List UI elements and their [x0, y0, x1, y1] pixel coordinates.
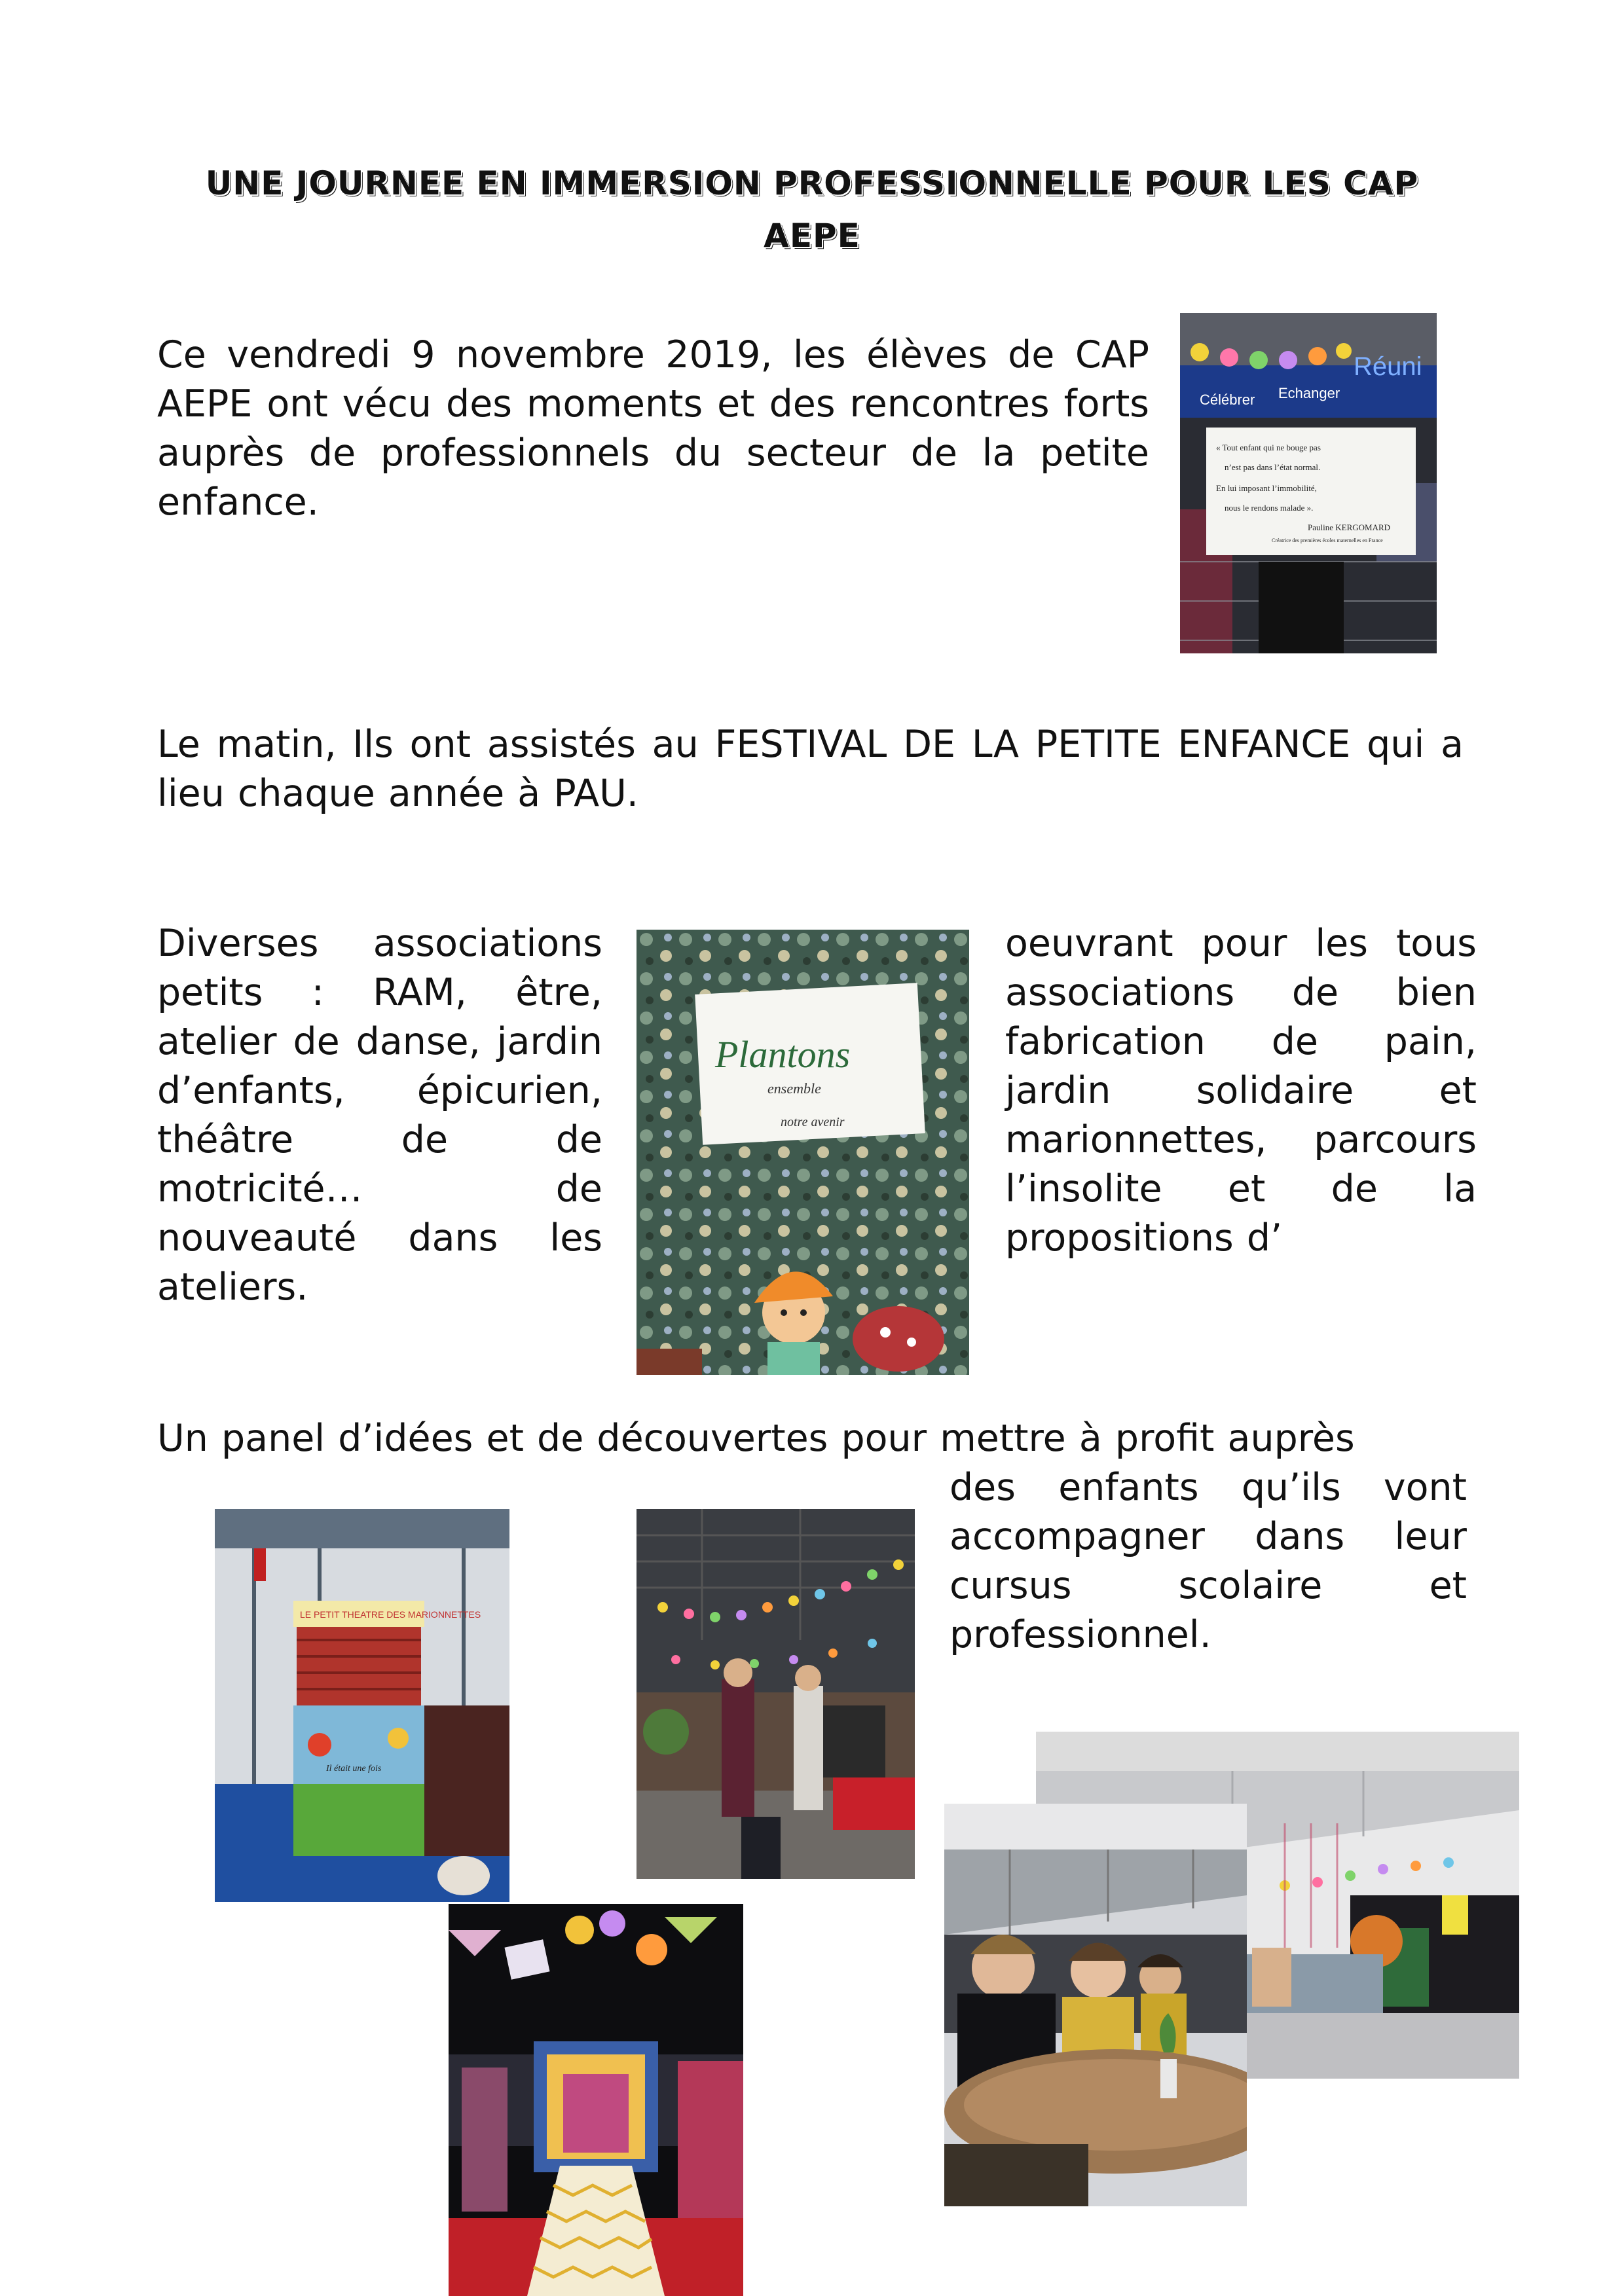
panel-paragraph-rest: des enfants qu’ils vont accompagner dans leur cursus scolaire et professionnel. [950, 1466, 1467, 1656]
photo-dressup-corner [449, 1904, 743, 2296]
quote-line-3: En lui imposant l’immobilité, [1216, 483, 1317, 493]
banner-word-celebrer: Célébrer [1200, 392, 1255, 408]
quote-line-1: « Tout enfant qui ne bouge pas [1216, 443, 1321, 452]
plantons-line-1: Plantons [715, 1033, 851, 1076]
plantons-line-2: ensemble [767, 1080, 821, 1097]
photo-quote-sign [1180, 313, 1437, 653]
associations-right-column: oeuvrant pour les tous associations de bien fabrication de pain, jardin solidaire et marionnettes, parcours l’insolite et de la propositions d’ [1005, 922, 1477, 1260]
quote-author: Pauline KERGOMARD [1308, 522, 1391, 532]
quote-caption: Créatrice des premières écoles maternelles en France [1272, 538, 1383, 543]
banner-word-echanger: Echanger [1278, 385, 1340, 401]
banner-word-reuni: Réuni [1354, 352, 1422, 381]
title-line-2: AEPE [764, 217, 860, 255]
quote-line-2: n’est pas dans l’état normal. [1225, 462, 1321, 472]
photo-plantons-sign [637, 930, 969, 1375]
photo-festival-hall [637, 1509, 915, 1879]
quote-line-4: nous le rendons malade ». [1225, 503, 1314, 513]
festival-paragraph: Le matin, Ils ont assistés au FESTIVAL DE LA PETITE ENFANCE qui a lieu chaque année à PAU. [157, 723, 1464, 815]
plantons-line-3: notre avenir [781, 1115, 845, 1129]
theatre-panel-text: Il était une fois [326, 1764, 382, 1774]
title-line-1: UNE JOURNEE EN IMMERSION PROFESSIONNELLE POUR LES CAP [205, 164, 1419, 202]
photo-puppet-theatre [215, 1509, 509, 1902]
document-title [157, 157, 1467, 262]
panel-paragraph-line-1: Un panel d’idées et de découvertes pour mettre à profit auprès [157, 1417, 1355, 1460]
intro-paragraph: Ce vendredi 9 novembre 2019, les élèves de CAP AEPE ont vécu des moments et des rencontres forts auprès de professionnels du secteur de la petite enfance. [157, 333, 1149, 524]
theatre-sign-text: LE PETIT THEATRE DES MARIONNETTES [300, 1609, 481, 1620]
photo-students-table [944, 1804, 1247, 2206]
associations-left-column: Diverses associations petits : RAM, être, atelier de danse, jardin d’enfants, épicurien, théâtre de de motricité… de nouveauté dans les ateliers. [157, 922, 602, 1309]
